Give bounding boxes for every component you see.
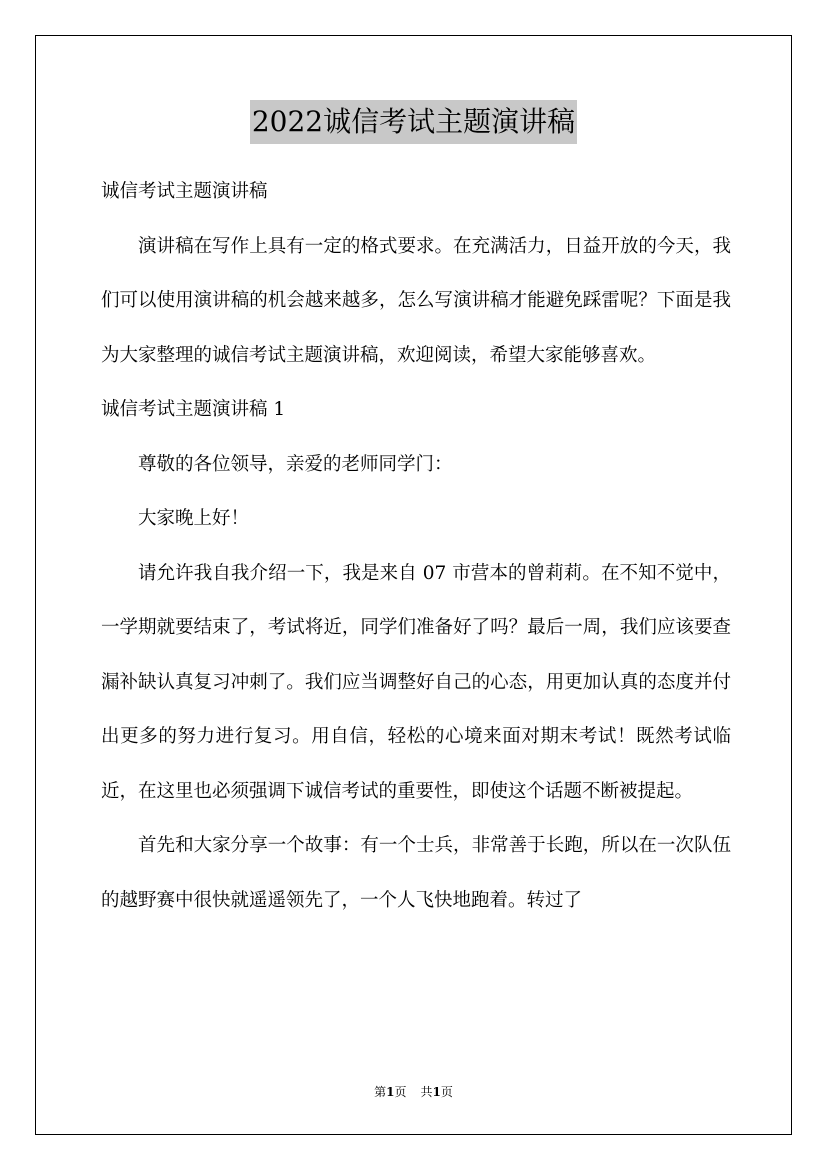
paragraph-section-heading: 诚信考试主题演讲稿 1 [101,399,286,420]
paragraph-greeting: 大家晚上好！ [138,508,250,529]
page-footer [0,1084,827,1100]
footer-page-prefix: 第 [374,1085,387,1099]
footer-page-suffix: 页 [394,1085,407,1099]
paragraph-intro: 演讲稿在写作上具有一定的格式要求。在充满活力，日益开放的今天，我们可以使用演讲稿的机会越来越多，怎么写演讲稿才能避免踩雷呢？下面是我为大家整理的诚信考试主题演讲稿，欢迎阅读，希望大家能够喜欢。 [101,235,731,366]
paragraph-body-1: 请允许我自我介绍一下，我是来自 07 市营本的曾莉莉。在不知不觉中，一学期就要结束了，考试将近，同学们准备好了吗？最后一周，我们应该要查漏补缺认真复习冲刺了。我们应当调整好自己的心态，用更加认真的态度并付出更多的努力进行复习。用自信，轻松的心境来面对期末考试！既然考试临近，在这里也必须强调下诚信考试的重要性，即使这个话题不断被提起。 [101,562,731,802]
footer-page-number: 1 [386,1085,395,1099]
paragraph-body-2: 首先和大家分享一个故事：有一个士兵，非常善于长跑，所以在一次队伍的越野赛中很快就遥遥领先了，一个人飞快地跑着。转过了 [101,835,731,911]
document-title: 2022诚信考试主题演讲稿 [250,100,577,144]
paragraph-salutation: 尊敬的各位领导，亲爱的老师同学门： [138,453,453,475]
footer-total-prefix: 共 [420,1085,433,1099]
footer-total-number: 1 [432,1085,441,1099]
footer-total-suffix: 页 [440,1085,453,1099]
document-body [101,165,731,928]
paragraph-subtitle: 诚信考试主题演讲稿 [101,181,268,202]
title-container [0,100,827,144]
